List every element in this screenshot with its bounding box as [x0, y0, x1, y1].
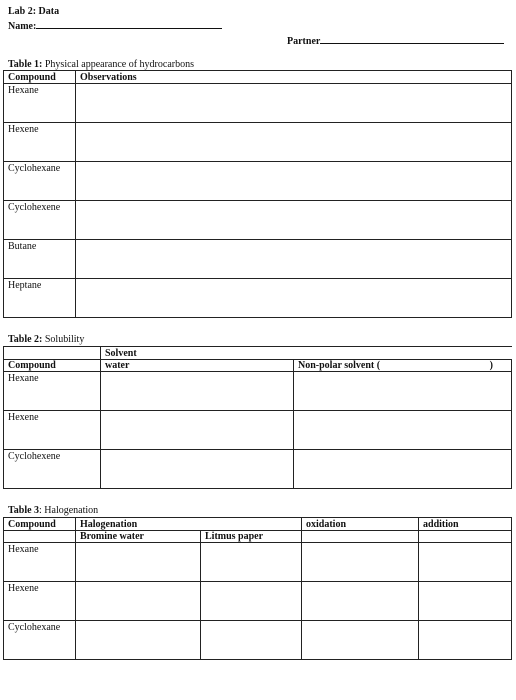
table3-litmus-cell[interactable]: [201, 621, 302, 660]
table2-nonpolar-cell[interactable]: [294, 372, 512, 411]
table3-caption: [8, 505, 98, 516]
table3-addition-cell[interactable]: [419, 582, 512, 621]
table3-header-addition: addition: [419, 518, 512, 531]
table3-caption-label: Table 3: [8, 505, 40, 516]
table2-nonpolar-cell[interactable]: [294, 450, 512, 489]
table3-subheader-blank: [419, 531, 512, 543]
table3-bromine-cell[interactable]: [76, 621, 201, 660]
table3-subheader-bromine: Bromine water: [76, 531, 201, 543]
partner-label: Partner: [287, 36, 321, 47]
table1-row-compound: Butane: [4, 240, 76, 279]
table3-bromine-cell[interactable]: [76, 543, 201, 582]
table2-nonpolar-label: Non-polar solvent (: [298, 360, 381, 371]
table1-row-compound: Heptane: [4, 279, 76, 318]
table2-header-compound: Compound: [4, 360, 101, 372]
table1-caption: [8, 59, 194, 70]
table3-oxidation-cell[interactable]: [302, 543, 419, 582]
table3-litmus-cell[interactable]: [201, 543, 302, 582]
table1-header-compound: Compound: [4, 71, 76, 84]
table2-caption: [8, 334, 84, 345]
table1-caption-text: Physical appearance of hydrocarbons: [42, 59, 194, 70]
table1-physical-appearance: [3, 70, 512, 318]
table3-subheader-litmus: Litmus paper: [201, 531, 302, 543]
table3-header-oxidation: oxidation: [302, 518, 419, 531]
table3-litmus-cell[interactable]: [201, 582, 302, 621]
table1-observation-cell[interactable]: [76, 279, 512, 318]
table3-halogenation: [3, 517, 512, 660]
table1-row-compound: Hexene: [4, 123, 76, 162]
table2-nonpolar-close: ): [489, 360, 494, 371]
table3-header-compound: Compound: [4, 518, 76, 531]
table3-caption-text: : Halogenation: [39, 505, 99, 516]
table3-row-compound: Hexane: [4, 543, 76, 582]
table1-observation-cell[interactable]: [76, 201, 512, 240]
table1-observation-cell[interactable]: [76, 84, 512, 123]
lab-title: Lab 2: Data: [8, 6, 60, 17]
table1-header-observations: Observations: [76, 71, 512, 84]
table2-water-cell[interactable]: [101, 372, 294, 411]
table1-row-compound: Cyclohexene: [4, 201, 76, 240]
table3-header-halogenation: Halogenation: [76, 518, 302, 531]
table3-row-compound: Cyclohexane: [4, 621, 76, 660]
table2-caption-label: Table 2:: [8, 334, 43, 345]
partner-blank[interactable]: [320, 34, 504, 44]
table3-oxidation-cell[interactable]: [302, 621, 419, 660]
table2-header-blank: [4, 347, 101, 360]
table3-subheader-blank: [4, 531, 76, 543]
table3-subheader-blank: [302, 531, 419, 543]
table3-oxidation-cell[interactable]: [302, 582, 419, 621]
table3-row-compound: Hexene: [4, 582, 76, 621]
table1-observation-cell[interactable]: [76, 162, 512, 201]
table1-row-compound: Hexane: [4, 84, 76, 123]
table2-row-compound: Cyclohexene: [4, 450, 101, 489]
name-blank[interactable]: [36, 19, 222, 29]
name-label: Name:: [8, 21, 37, 32]
table2-header-nonpolar: [294, 360, 512, 372]
table2-solubility: [3, 346, 512, 489]
name-line: [8, 19, 222, 32]
table1-observation-cell[interactable]: [76, 123, 512, 162]
table2-water-cell[interactable]: [101, 450, 294, 489]
table3-bromine-cell[interactable]: [76, 582, 201, 621]
table2-header-water: water: [101, 360, 294, 372]
table1-row-compound: Cyclohexane: [4, 162, 76, 201]
table2-header-solvent: Solvent: [101, 347, 512, 360]
partner-line: [287, 34, 504, 47]
table2-caption-text: Solubility: [42, 334, 85, 345]
table2-water-cell[interactable]: [101, 411, 294, 450]
table3-addition-cell[interactable]: [419, 543, 512, 582]
table2-nonpolar-cell[interactable]: [294, 411, 512, 450]
table1-caption-label: Table 1:: [8, 59, 43, 70]
table1-observation-cell[interactable]: [76, 240, 512, 279]
table2-row-compound: Hexene: [4, 411, 101, 450]
table3-addition-cell[interactable]: [419, 621, 512, 660]
table2-row-compound: Hexane: [4, 372, 101, 411]
